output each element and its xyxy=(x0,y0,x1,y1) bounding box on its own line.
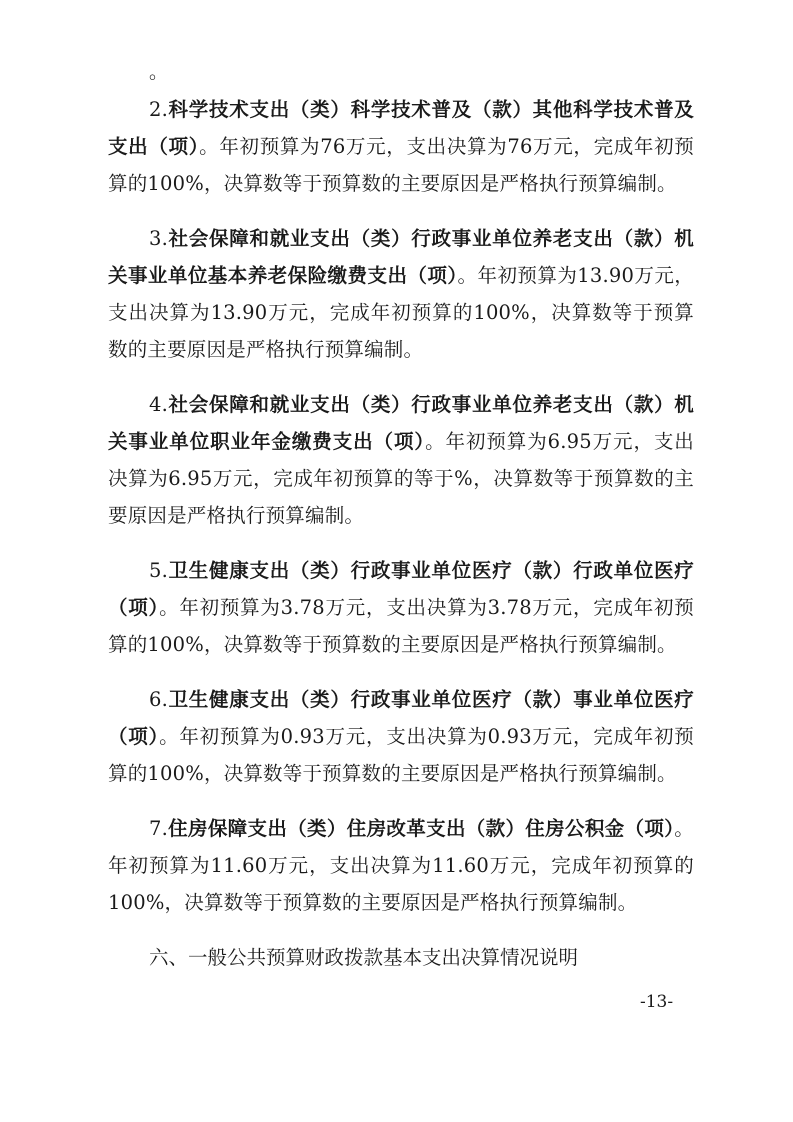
item-paragraph-2 xyxy=(108,91,694,202)
item-paragraph-6 xyxy=(108,681,694,792)
page-number: -13- xyxy=(640,992,674,1012)
item-heading: 卫生健康支出（类）行政事业单位医疗（款）事业单位医疗（项） xyxy=(108,688,694,748)
section-heading: 六、一般公共预算财政拨款基本支出决算情况说明 xyxy=(149,946,579,969)
item-body: 。年初预算为13.90万元，支出决算为13.90万元，完成年初预算的100%，决算数等于预算数的主要原因是严格执行预算编制。 xyxy=(108,264,694,361)
document-body xyxy=(108,54,694,976)
item-body: 。年初预算为6.95万元，支出决算为6.95万元，完成年初预算的等于%，决算数等于预算数的主要原因是严格执行预算编制。 xyxy=(108,430,695,527)
item-body: 。年初预算为0.93万元，支出决算为0.93万元，完成年初预算的100%，决算数等于预算数的主要原因是严格执行预算编制。 xyxy=(108,725,694,785)
item-body: 。年初预算为76万元，支出决算为76万元，完成年初预算的100%，决算数等于预算数的主要原因是严格执行预算编制。 xyxy=(108,135,694,195)
item-heading: 社会保障和就业支出（类）行政事业单位养老支出（款）机关事业单位基本养老保险缴费支出（项） xyxy=(108,227,694,287)
item-number: 6. xyxy=(149,688,169,711)
item-number: 7. xyxy=(149,817,169,840)
item-paragraph-7 xyxy=(108,810,694,921)
item-number: 5. xyxy=(149,559,169,582)
item-paragraph-3 xyxy=(108,220,694,368)
continued-fragment: 。 xyxy=(149,61,169,83)
item-paragraph-5 xyxy=(108,552,694,663)
item-number: 3. xyxy=(149,227,169,250)
item-heading: 社会保障和就业支出（类）行政事业单位养老支出（款）机关事业单位职业年金缴费支出（项） xyxy=(108,393,694,453)
item-paragraph-4 xyxy=(108,386,694,534)
item-heading: 住房保障支出（类）住房改革支出（款）住房公积金（项） xyxy=(168,817,675,840)
item-heading: 卫生健康支出（类）行政事业单位医疗（款）行政单位医疗（项） xyxy=(108,559,694,619)
item-heading: 科学技术支出（类）科学技术普及（款）其他科学技术普及支出（项） xyxy=(108,98,694,158)
item-body: 。年初预算为11.60万元，支出决算为11.60万元，完成年初预算的100%，决算数等于预算数的主要原因是严格执行预算编制。 xyxy=(108,817,694,914)
item-number: 2. xyxy=(149,98,169,121)
item-number: 4. xyxy=(149,393,169,416)
item-body: 。年初预算为3.78万元，支出决算为3.78万元，完成年初预算的100%，决算数等于预算数的主要原因是严格执行预算编制。 xyxy=(108,596,694,656)
